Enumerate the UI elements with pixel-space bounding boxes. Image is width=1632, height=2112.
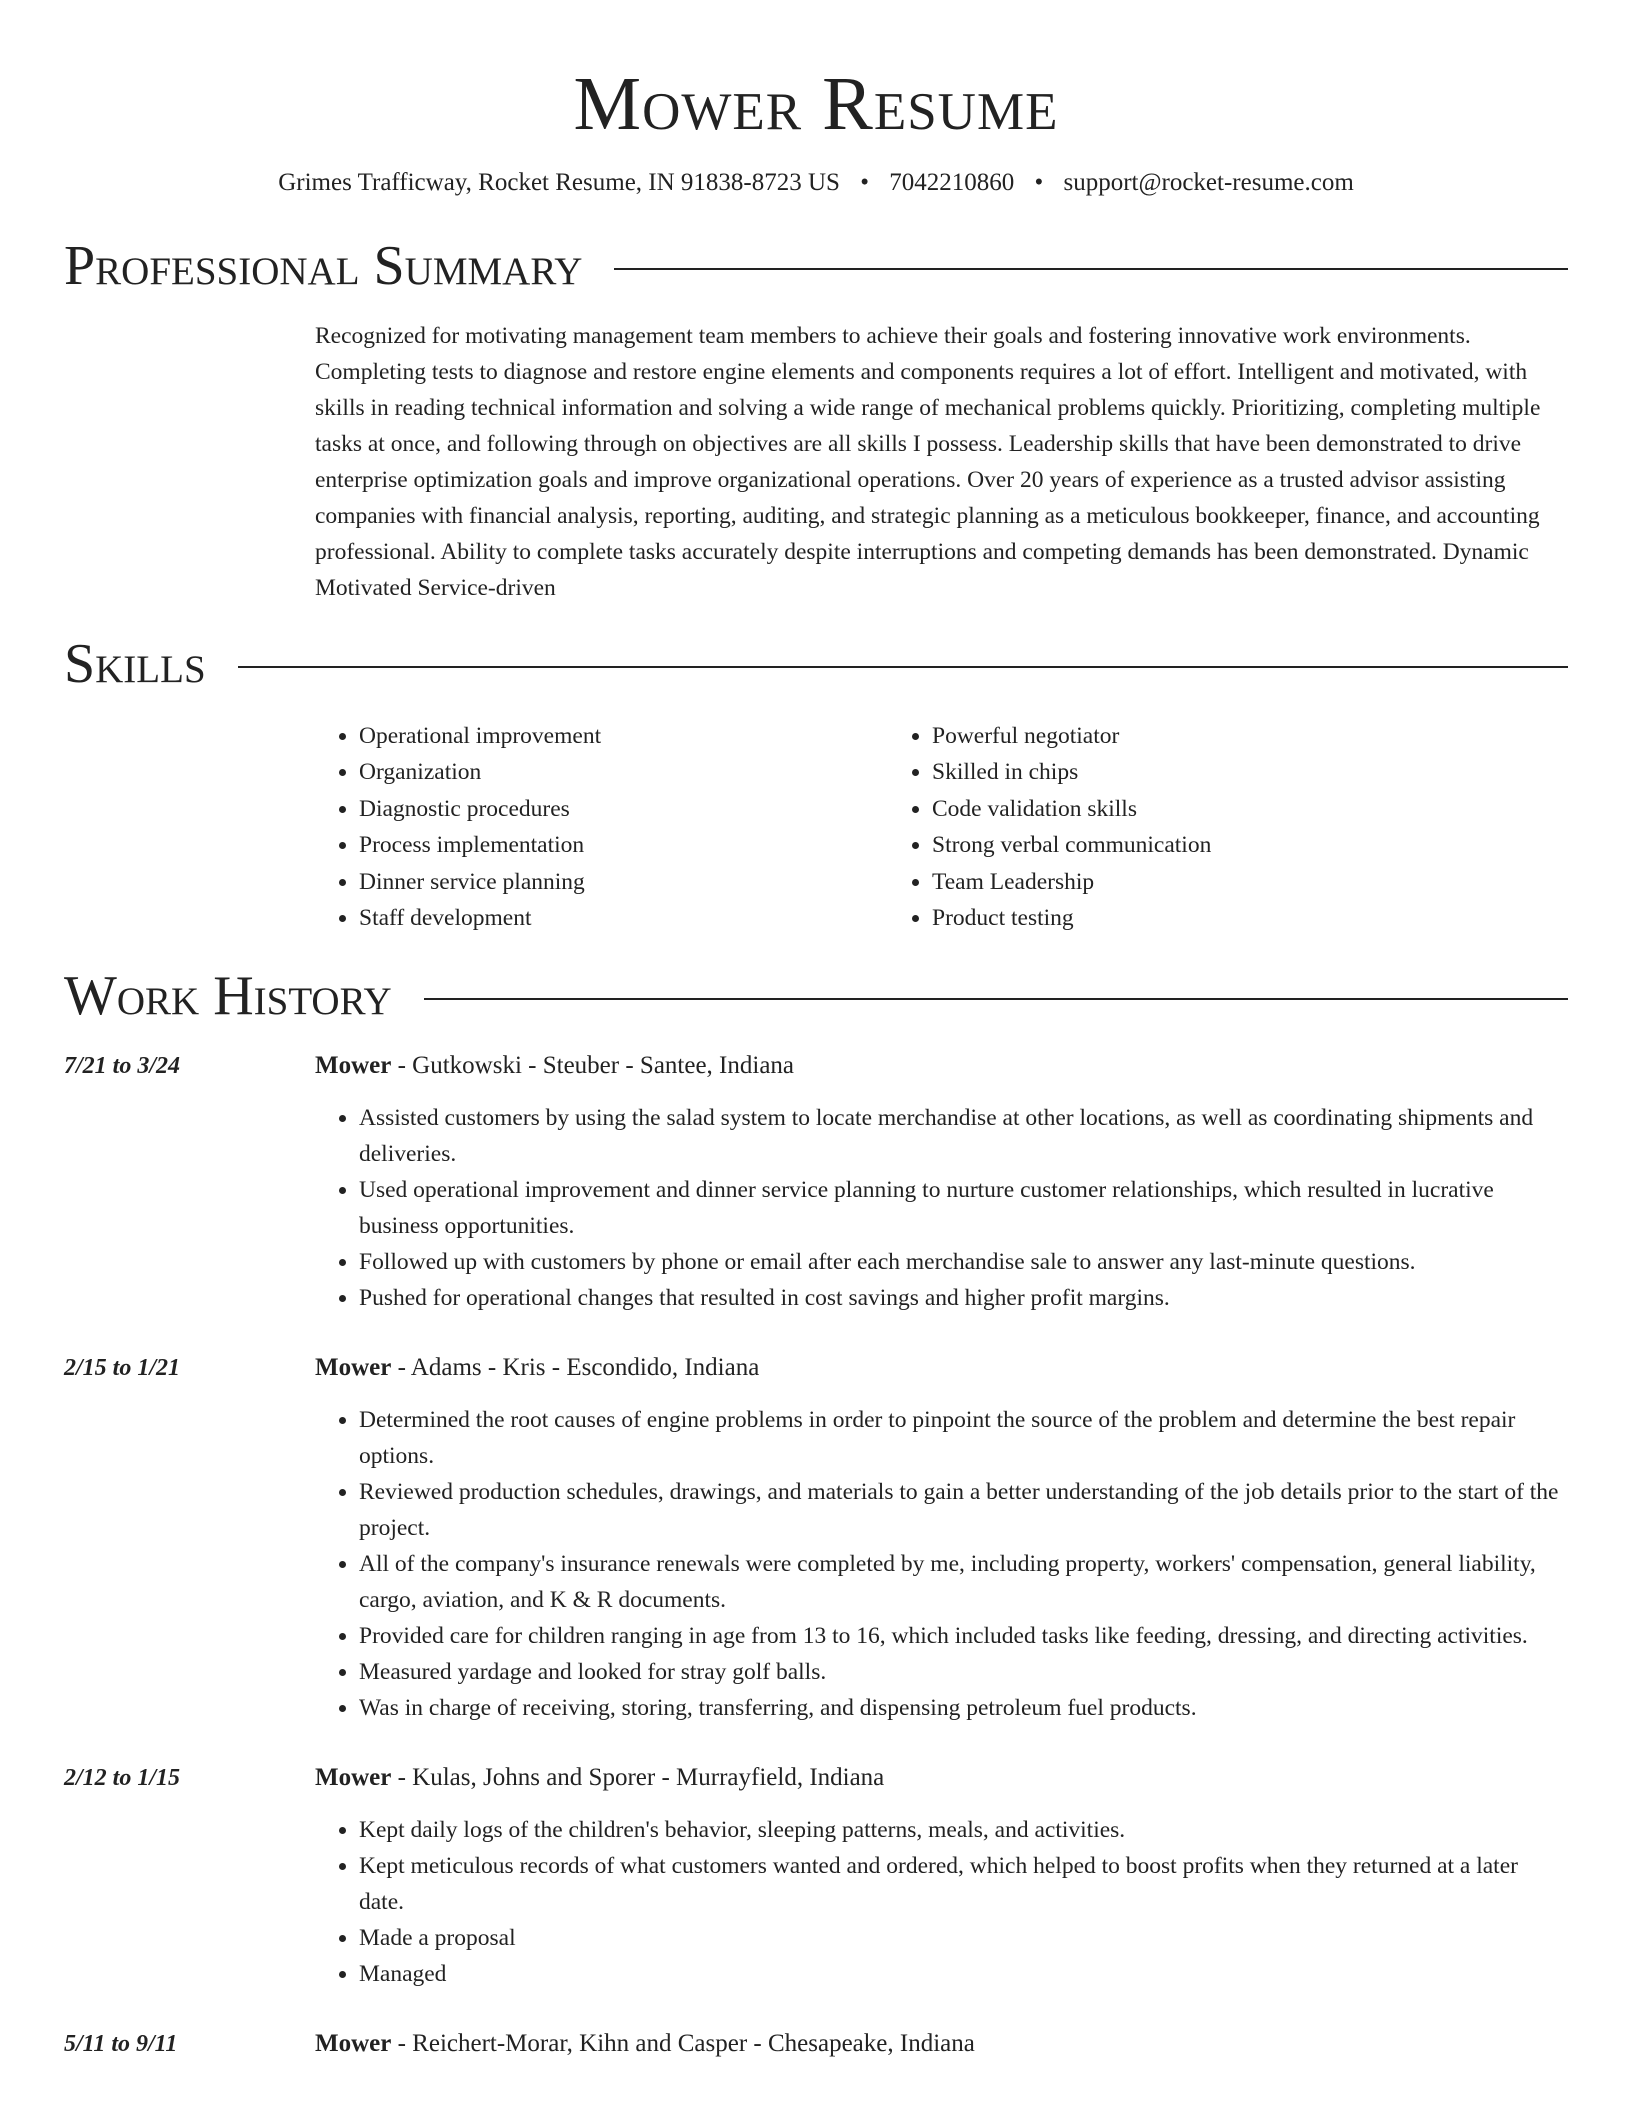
job-bullet: • Was in charge of receiving, storing, transferring, and dispensing petroleum fuel products. [359, 1690, 1568, 1726]
job-bullet: • Used operational improvement and dinner service planning to nurture customer relationships, which resulted in lucrative business opportunities. [359, 1172, 1568, 1244]
job-bullet: • Pushed for operational changes that resulted in cost savings and higher profit margins. [359, 1280, 1568, 1316]
job-bullet: • Determined the root causes of engine problems in order to pinpoint the source of the problem and determine the best repair options. [359, 1402, 1568, 1474]
contact-address: Grimes Trafficway, Rocket Resume, IN 91838-8723 US [278, 169, 840, 196]
contact-separator: • [860, 169, 869, 196]
section-divider [614, 268, 1568, 270]
resume-page [64, 0, 1568, 2062]
work-section-header [64, 964, 1568, 1028]
job-entry [64, 1048, 1568, 1316]
skill-item: • Operational improvement [359, 718, 888, 754]
skill-item: • Powerful negotiator [932, 718, 1461, 754]
contact-phone: 7042210860 [889, 169, 1015, 196]
job-bullet: • Followed up with customers by phone or email after each merchandise sale to answer any last-minute questions. [359, 1244, 1568, 1280]
skill-item: • Dinner service planning [359, 864, 888, 900]
job-title-line [315, 1760, 1568, 1796]
skills-list [315, 718, 1568, 936]
work-heading: Work History [64, 965, 392, 1028]
section-divider [238, 666, 1568, 668]
job-title-line [315, 1350, 1568, 1386]
job-title-line [315, 1048, 1568, 1084]
summary-text: Recognized for motivating management team members to achieve their goals and fostering innovative work environments. Completing tests to diagnose and restore engine elements and components requires a lot of effort. Intelligent and motivated, with skills in reading technical information and solving a wide range of mechanical problems quickly. Prioritizing, completing multiple tasks at once, and following through on objectives are all skills I possess. Leadership skills that have been demonstrated to drive enterprise optimization goals and improve organizational operations. Over 20 years of experience as a trusted advisor assisting companies with financial analysis, reporting, auditing, and strategic planning as a meticulous bookkeeper, finance, and accounting professional. Ability to complete tasks accurately despite interruptions and competing demands has been demonstrated. Dynamic Motivated Service-driven [315, 323, 1541, 601]
summary-heading: Professional Summary [64, 235, 583, 297]
job-details [315, 1048, 1568, 1316]
job-dates: 7/21 to 3/24 [64, 1053, 181, 1080]
skill-item: • Code validation skills [932, 791, 1461, 827]
job-details [315, 1350, 1568, 1726]
contact-separator: • [1034, 169, 1044, 196]
job-bullet: • Kept daily logs of the children's behavior, sleeping patterns, meals, and activities. [359, 1812, 1568, 1848]
job-role: Mower [315, 1764, 392, 1792]
skill-item: • Diagnostic procedures [359, 791, 888, 827]
job-entry [64, 2026, 1568, 2062]
job-bullet: • Reviewed production schedules, drawings, and materials to gain a better understanding of the job details prior to the start of the project. [359, 1474, 1568, 1546]
job-bullets [315, 1812, 1568, 1992]
job-dates: 2/15 to 1/21 [64, 1355, 181, 1382]
job-bullet: • All of the company's insurance renewals were completed by me, including property, workers' compensation, general liability, cargo, aviation, and K & R documents. [359, 1546, 1568, 1618]
job-bullet: • Made a proposal [359, 1920, 1568, 1956]
job-details [315, 1760, 1568, 1992]
job-bullet: • Provided care for children ranging in age from 13 to 16, which included tasks like feeding, dressing, and directing activities. [359, 1618, 1568, 1654]
work-history-list [64, 1048, 1568, 2062]
skill-item: • Organization [359, 754, 888, 790]
job-employer: - Adams - Kris - Escondido, Indiana [391, 1354, 760, 1382]
job-bullet: • Managed [359, 1956, 1568, 1992]
skills-heading: Skills [64, 633, 206, 695]
skill-item: • Skilled in chips [932, 754, 1461, 790]
skills-section-header [64, 632, 1568, 696]
job-role: Mower [315, 1052, 392, 1080]
job-dates: 5/11 to 9/11 [64, 2031, 178, 2058]
job-title-line [315, 2026, 1568, 2062]
job-bullet: • Measured yardage and looked for stray golf balls. [359, 1654, 1568, 1690]
job-employer: - Kulas, Johns and Sporer - Murrayfield, Indiana [391, 1764, 885, 1792]
section-divider [424, 998, 1568, 1000]
job-role: Mower [315, 1354, 392, 1382]
job-bullets [315, 1402, 1568, 1726]
skills-column-right [888, 718, 1461, 936]
job-dates: 2/12 to 1/15 [64, 1765, 181, 1792]
job-entry [64, 1760, 1568, 1992]
resume-name: Mower Resume [573, 62, 1059, 146]
skill-item: • Strong verbal communication [932, 827, 1461, 863]
skill-item: • Team Leadership [932, 864, 1461, 900]
job-role: Mower [315, 2030, 392, 2058]
job-bullet: • Kept meticulous records of what customers wanted and ordered, which helped to boost profits when they returned at a later date. [359, 1848, 1568, 1920]
contact-line [64, 166, 1568, 200]
skill-item: • Product testing [932, 900, 1461, 936]
job-details [315, 2026, 1568, 2062]
skill-item: • Staff development [359, 900, 888, 936]
job-employer: - Reichert-Morar, Kihn and Casper - Chesapeake, Indiana [391, 2030, 975, 2058]
job-employer: - Gutkowski - Steuber - Santee, Indiana [391, 1052, 795, 1080]
contact-email: support@rocket-resume.com [1063, 169, 1354, 196]
skills-column-left [315, 718, 888, 936]
job-bullet: • Assisted customers by using the salad system to locate merchandise at other locations, as well as coordinating shipments and deliveries. [359, 1100, 1568, 1172]
skill-item: • Process implementation [359, 827, 888, 863]
summary-section-header [64, 234, 1568, 298]
job-bullets [315, 1100, 1568, 1316]
job-entry [64, 1350, 1568, 1726]
